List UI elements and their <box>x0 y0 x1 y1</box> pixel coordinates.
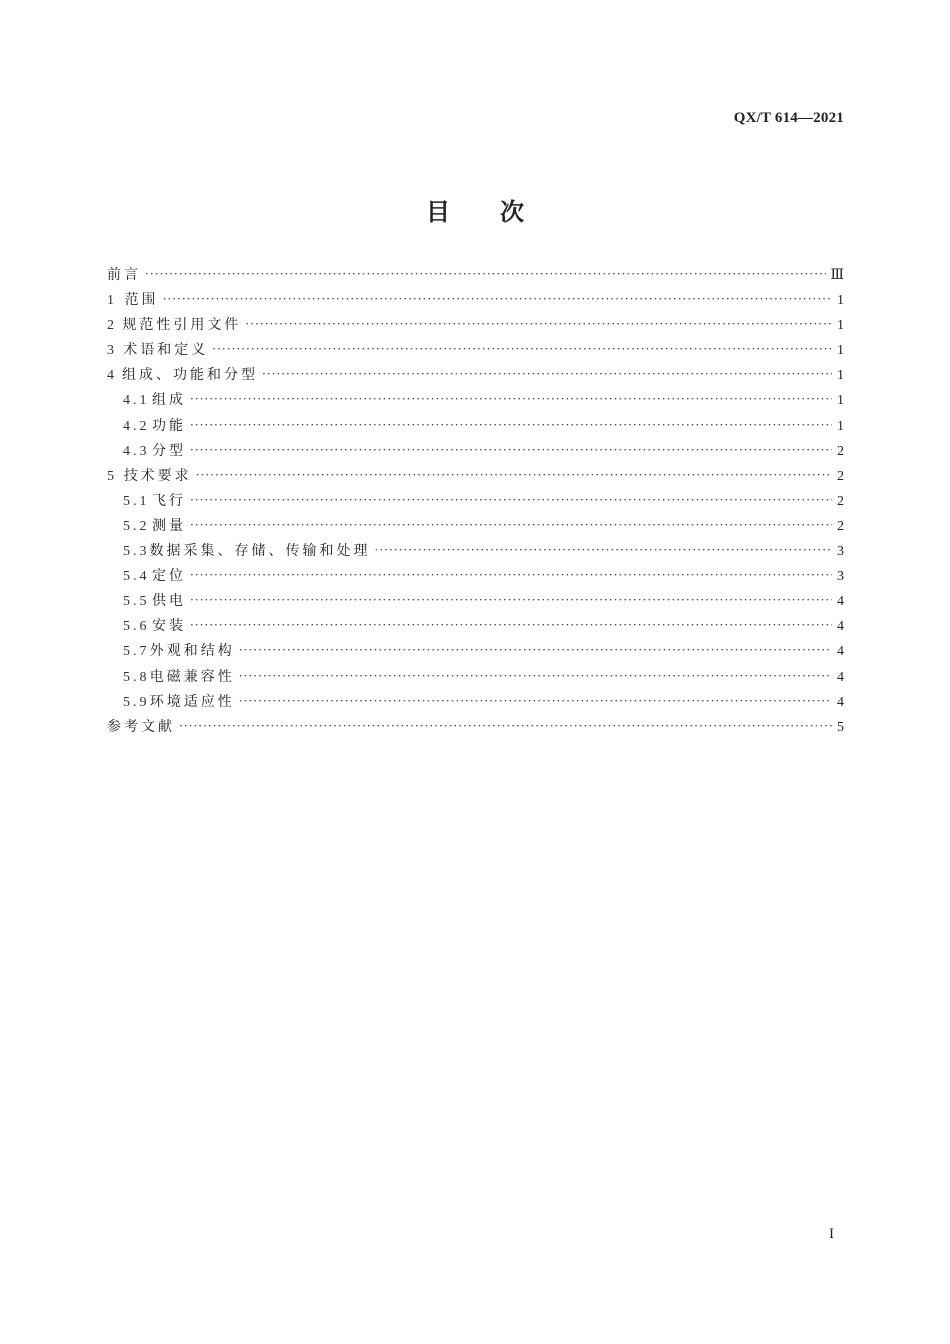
toc-entry-label: 定位 <box>151 568 186 585</box>
dot-leader <box>196 463 832 488</box>
dot-leader <box>190 438 832 463</box>
toc-entry-page: 1 <box>837 318 844 334</box>
toc-entry[interactable] <box>107 313 844 338</box>
dot-leader <box>179 714 832 739</box>
dot-leader <box>145 262 826 287</box>
toc-entry-label: 环境适应性 <box>149 693 235 710</box>
toc-entry-label: 电磁兼容性 <box>149 668 235 685</box>
dot-leader <box>375 538 833 563</box>
toc-entry-label: 参考文献 <box>107 718 175 735</box>
toc-entry-number: 5.2 <box>123 518 150 534</box>
toc-entry-number: 4 <box>107 368 117 384</box>
toc-entry-page: 2 <box>837 493 844 509</box>
toc-entry-page: 4 <box>837 619 844 635</box>
toc-entry-label: 术语和定义 <box>123 342 209 359</box>
toc-entry[interactable] <box>107 388 844 413</box>
toc-entry[interactable] <box>107 263 844 288</box>
dot-leader <box>239 638 832 663</box>
toc-entry-page: 5 <box>837 719 844 735</box>
toc-entry-label: 安装 <box>151 618 186 635</box>
toc-entry[interactable] <box>107 439 844 464</box>
toc-entry-number: 4.1 <box>123 393 150 409</box>
toc-entry-page: 1 <box>837 293 844 309</box>
toc-entry-label: 范围 <box>124 292 159 309</box>
toc-entry-label: 技术要求 <box>123 467 192 484</box>
toc-entry-number: 2 <box>107 318 117 334</box>
dot-leader <box>239 689 832 714</box>
dot-leader <box>262 362 832 387</box>
dot-leader <box>190 413 832 438</box>
toc-entry[interactable] <box>107 539 844 564</box>
toc-entry-label: 前言 <box>107 267 141 283</box>
toc-entry-page: 1 <box>837 418 844 434</box>
toc-entry-page: Ⅲ <box>830 268 844 283</box>
toc-entry[interactable] <box>107 690 844 715</box>
toc-entry[interactable] <box>107 489 844 514</box>
toc-entry-page: 4 <box>837 669 844 685</box>
toc-entry-number: 5 <box>107 468 117 484</box>
toc-entry[interactable] <box>107 715 844 740</box>
toc-entry-label: 组成、功能和分型 <box>121 367 258 384</box>
toc-entry[interactable] <box>107 464 844 489</box>
toc-entry-label: 分型 <box>151 442 186 459</box>
toc-entry-page: 1 <box>837 393 844 409</box>
toc-entry-number: 3 <box>107 343 117 359</box>
document-code: QX/T 614—2021 <box>733 110 844 126</box>
toc-entry-page: 4 <box>837 694 844 710</box>
dot-leader <box>239 664 832 689</box>
toc-entry[interactable] <box>107 288 844 313</box>
toc-entry-page: 2 <box>837 468 844 484</box>
toc-entry-label: 飞行 <box>151 492 186 509</box>
toc-entry-page: 3 <box>837 569 844 585</box>
toc-entry[interactable] <box>107 589 844 614</box>
toc-entry-number: 5.5 <box>123 594 150 610</box>
toc-entry-number: 5.7 <box>123 644 150 660</box>
toc-entry[interactable] <box>107 514 844 539</box>
toc-entry-number: 5.1 <box>123 493 150 509</box>
toc-entry[interactable] <box>107 363 844 388</box>
toc-entry-label: 供电 <box>151 593 186 610</box>
dot-leader <box>212 337 832 362</box>
toc-entry-number: 4.2 <box>123 418 150 434</box>
toc-entry-label: 组成 <box>151 392 186 409</box>
toc-entry-number: 5.8 <box>123 669 150 685</box>
toc-entry-page: 1 <box>837 343 844 359</box>
toc-entry-page: 2 <box>837 518 844 534</box>
toc-entry-page: 3 <box>837 544 844 560</box>
toc-entry-label: 规范性引用文件 <box>122 317 242 334</box>
toc-entry-page: 4 <box>837 644 844 660</box>
page-number: I <box>829 1226 834 1242</box>
toc-entry-label: 测量 <box>151 517 186 534</box>
toc-entry-number: 5.9 <box>123 694 150 710</box>
toc-entry-number: 1 <box>107 293 117 309</box>
dot-leader <box>245 312 832 337</box>
dot-leader <box>190 613 832 638</box>
toc-entry-label: 功能 <box>151 417 186 434</box>
table-of-contents <box>107 263 844 740</box>
dot-leader <box>190 387 832 412</box>
dot-leader <box>190 513 832 538</box>
toc-entry-page: 4 <box>837 594 844 610</box>
toc-entry[interactable] <box>107 338 844 363</box>
dot-leader <box>190 488 832 513</box>
dot-leader <box>190 588 832 613</box>
toc-entry[interactable] <box>107 614 844 639</box>
toc-entry-number: 5.6 <box>123 619 150 635</box>
page-title: 目次 <box>426 198 574 226</box>
toc-entry[interactable] <box>107 665 844 690</box>
toc-entry-page: 2 <box>837 443 844 459</box>
dot-leader <box>163 287 832 312</box>
toc-entry[interactable] <box>107 414 844 439</box>
toc-entry-number: 5.4 <box>123 569 150 585</box>
toc-entry-page: 1 <box>837 368 844 384</box>
toc-entry-number: 5.3 <box>123 544 150 560</box>
toc-entry-label: 外观和结构 <box>149 643 235 660</box>
toc-entry[interactable] <box>107 639 844 664</box>
toc-entry-label: 数据采集、存储、传输和处理 <box>149 543 371 560</box>
toc-entry-number: 4.3 <box>123 443 150 459</box>
toc-entry[interactable] <box>107 564 844 589</box>
dot-leader <box>190 563 832 588</box>
